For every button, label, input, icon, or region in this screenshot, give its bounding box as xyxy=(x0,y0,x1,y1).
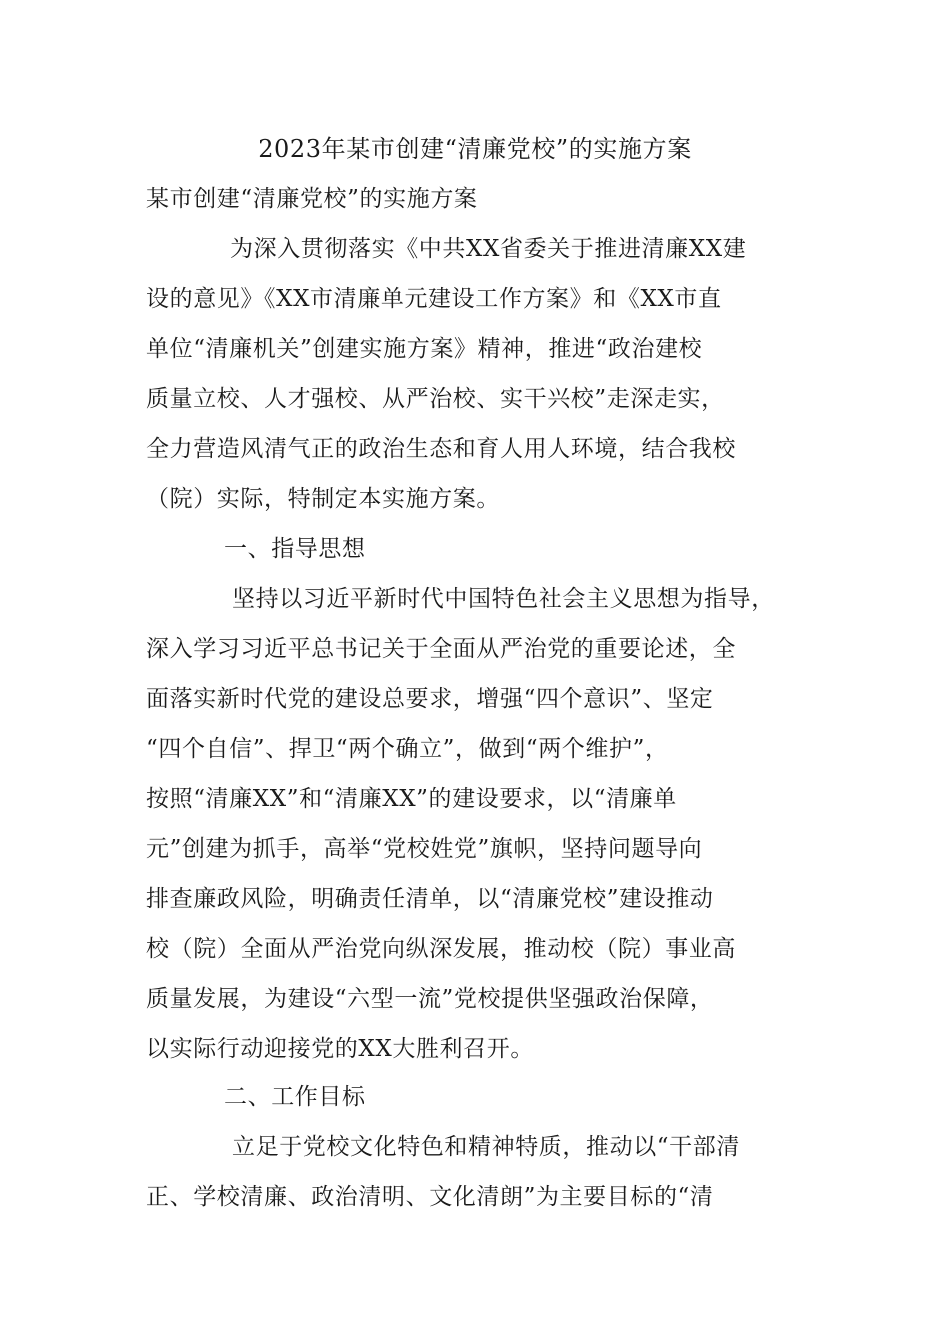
paragraph-line: 深入学习习近平总书记关于全面从严治党的重要论述，全 xyxy=(146,636,736,662)
paragraph-line: 单位“清廉机关”创建实施方案》精神，推进“政治建校 xyxy=(146,336,703,362)
paragraph-line: 设的意见》《XX市清廉单元建设工作方案》和《XX市直 xyxy=(146,286,722,312)
paragraph-line: 按照“清廉XX”和“清廉XX”的建设要求，以“清廉单 xyxy=(146,786,677,812)
paragraph-line: 以实际行动迎接党的XX大胜利召开。 xyxy=(146,1036,534,1062)
paragraph-line: 面落实新时代党的建设总要求，增强“四个意识”、坚定 xyxy=(146,686,714,712)
document-title: 2023年某市创建“清廉党校”的实施方案 xyxy=(258,135,692,163)
paragraph-line: 坚持以习近平新时代中国特色社会主义思想为指导， xyxy=(232,586,775,612)
paragraph-line: 校（院）全面从严治党向纵深发展，推动校（院）事业高 xyxy=(146,936,736,962)
document-subtitle: 某市创建“清廉党校”的实施方案 xyxy=(146,186,478,212)
paragraph-line: 排查廉政风险，明确责任清单，以“清廉党校”建设推动 xyxy=(146,886,714,912)
paragraph-line: “四个自信”、捍卫“两个确立”，做到“两个维护”， xyxy=(146,736,669,762)
paragraph-line: 元”创建为抓手，高举“党校姓党”旗帜，坚持问题导向 xyxy=(146,836,703,862)
section-heading: 一、指导思想 xyxy=(224,536,366,562)
section-heading: 二、工作目标 xyxy=(224,1084,366,1110)
paragraph-line: 正、学校清廉、政治清明、文化清朗”为主要目标的“清 xyxy=(146,1184,714,1210)
paragraph-line: 质量立校、人才强校、从严治校、实干兴校”走深走实， xyxy=(146,386,725,412)
paragraph-line: 立足于党校文化特色和精神特质，推动以“干部清 xyxy=(232,1134,740,1160)
paragraph-line: 为深入贯彻落实《中共XX省委关于推进清廉XX建 xyxy=(230,236,747,262)
paragraph-line: 全力营造风清气正的政治生态和育人用人环境，结合我校 xyxy=(146,436,736,462)
paragraph-line: 质量发展，为建设“六型一流”党校提供坚强政治保障， xyxy=(146,986,714,1012)
paragraph-line: （院）实际，特制定本实施方案。 xyxy=(146,486,500,512)
